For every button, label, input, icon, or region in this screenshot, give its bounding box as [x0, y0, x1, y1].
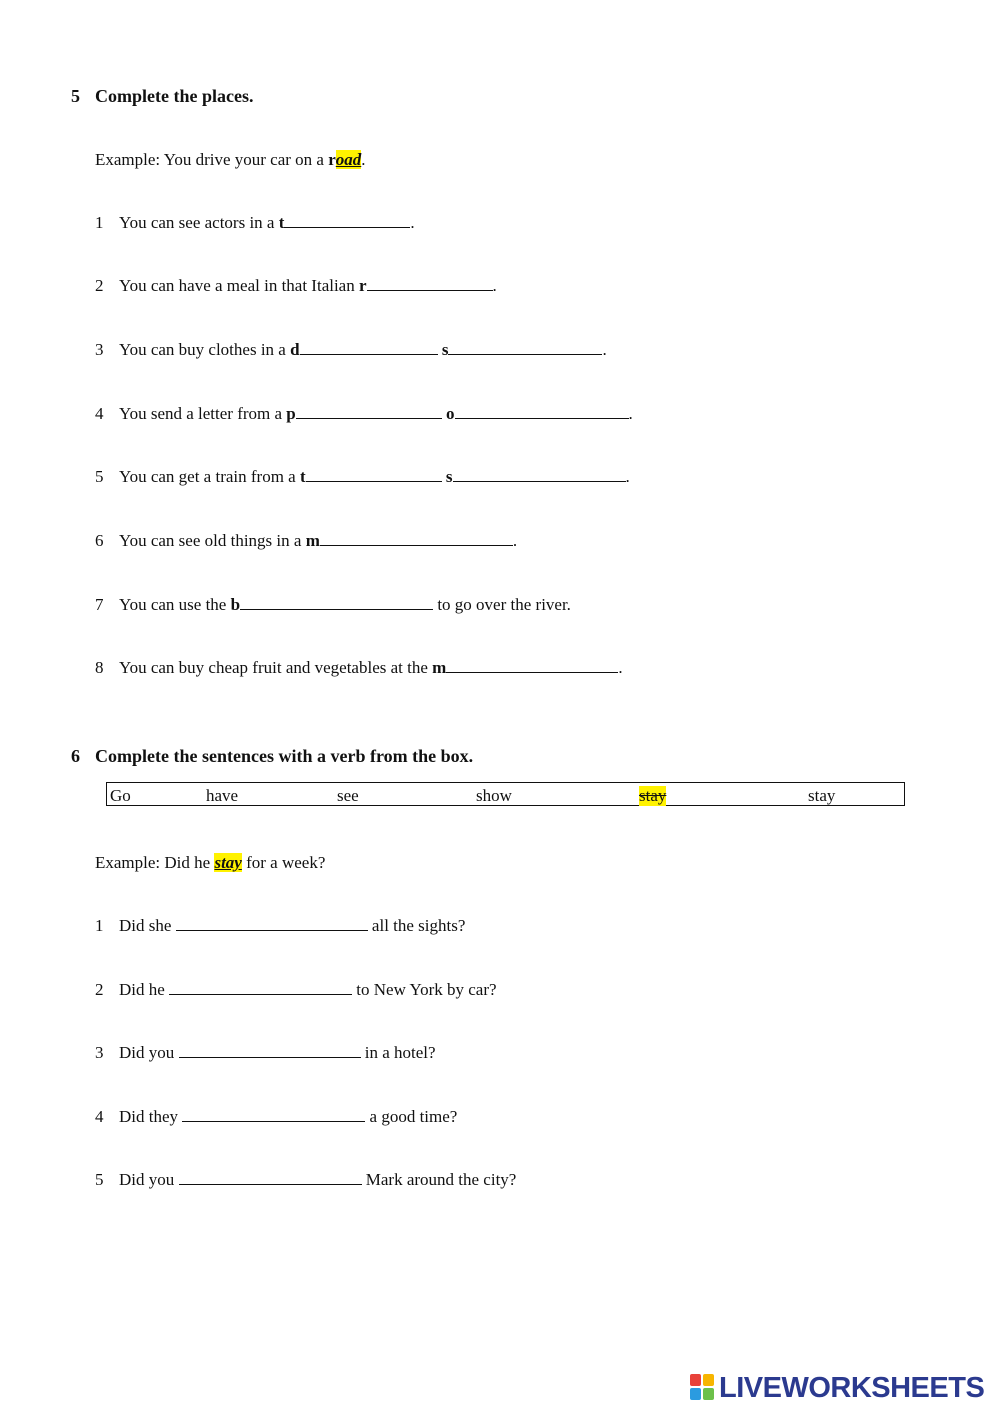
- question-item: 2 You can have a meal in that Italian r .: [95, 276, 497, 295]
- section-title: Complete the places.: [95, 86, 254, 106]
- answer-blank[interactable]: [367, 276, 493, 291]
- answer-blank[interactable]: [182, 1107, 365, 1122]
- example-answer: stay: [214, 853, 242, 872]
- question-item: 4 You send a letter from a p o .: [95, 404, 633, 423]
- section-6-heading: [71, 746, 473, 767]
- answer-blank[interactable]: [448, 340, 602, 355]
- question-item: 3 Did you in a hotel?: [95, 1043, 436, 1062]
- brand-text: LIVEWORKSHEETS: [719, 1371, 985, 1404]
- section-number: 5: [71, 86, 80, 106]
- answer-blank[interactable]: [176, 916, 368, 931]
- example-answer: oad: [335, 150, 362, 169]
- question-item: 1 Did she all the sights?: [95, 916, 466, 935]
- question-item: 5 You can get a train from a t s .: [95, 467, 630, 486]
- box-word: stay: [808, 786, 836, 805]
- answer-blank[interactable]: [306, 467, 442, 482]
- question-item: 2 Did he to New York by car?: [95, 980, 497, 999]
- section-title: Complete the sentences with a verb from the box.: [95, 746, 474, 766]
- question-item: 4 Did they a good time?: [95, 1107, 458, 1126]
- answer-blank[interactable]: [320, 531, 513, 546]
- word-box: [106, 782, 905, 806]
- answer-blank[interactable]: [453, 467, 626, 482]
- box-word-used: stay: [639, 786, 667, 805]
- question-item: 5 Did you Mark around the city?: [95, 1170, 517, 1189]
- box-word: Go: [110, 786, 131, 805]
- answer-blank[interactable]: [446, 658, 618, 673]
- box-word: show: [476, 786, 512, 805]
- question-item: 1 You can see actors in a t .: [95, 213, 415, 232]
- question-item: 7 You can use the b to go over the river.: [95, 595, 571, 614]
- answer-blank[interactable]: [179, 1170, 362, 1185]
- question-item: 6 You can see old things in a m .: [95, 531, 518, 550]
- liveworksheets-logo[interactable]: [690, 1372, 984, 1404]
- box-word: see: [337, 786, 359, 805]
- example-sentence: Example: You drive your car on a road.: [95, 150, 366, 169]
- liveworksheets-logo-icon: [690, 1374, 716, 1402]
- answer-blank[interactable]: [455, 404, 629, 419]
- answer-blank[interactable]: [284, 213, 410, 228]
- section-number: 6: [71, 746, 80, 766]
- question-item: 3 You can buy clothes in a d s .: [95, 340, 607, 359]
- box-word: have: [206, 786, 239, 805]
- answer-blank[interactable]: [240, 595, 433, 610]
- answer-blank[interactable]: [169, 980, 352, 995]
- question-item: 8 You can buy cheap fruit and vegetables at the m .: [95, 658, 623, 677]
- answer-blank[interactable]: [300, 340, 438, 355]
- example-sentence: Example: Did he stay for a week?: [95, 853, 326, 872]
- answer-blank[interactable]: [296, 404, 442, 419]
- answer-blank[interactable]: [179, 1043, 361, 1058]
- section-5-heading: [71, 86, 253, 107]
